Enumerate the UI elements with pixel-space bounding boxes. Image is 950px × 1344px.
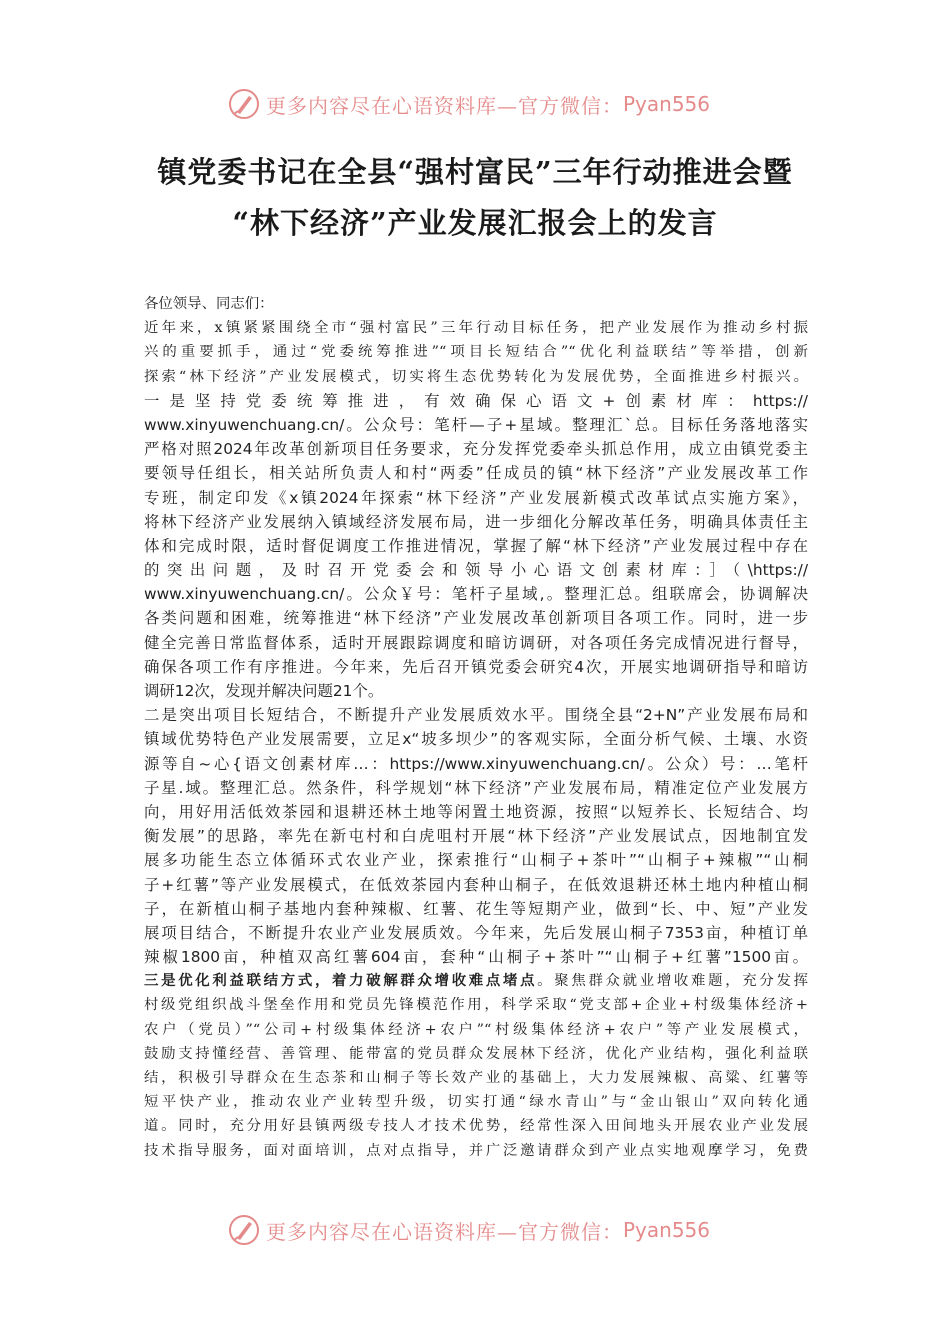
paragraph-line: 鼓励支持懂经营、善管理、能带富的党员群众发展林下经济，优化产业结构，强化利益联: [144, 1045, 808, 1062]
paragraph-line: 展项目结合，不断提升农业产业发展质效。今年来，先后发展山桐子7353亩，种植订单: [144, 923, 808, 942]
paragraph-line: 将林下经济产业发展纳入镇域经济发展布局，进一步细化分解改革任务，明确具体责任主: [144, 512, 808, 531]
paragraph-line: 探索“林下经济”产业发展模式，切实将生态优势转化为发展优势，全面推进乡村振兴。: [144, 368, 808, 385]
paragraph-line: 兴的重要抓手，通过“党委统筹推进”“项目长短结合”“优化利益联结”等举措，创新: [144, 344, 808, 361]
paragraph-line: [144, 969, 808, 993]
paragraph-line: 各类问题和困难，统筹推进“林下经济”产业发展改革创新项目各项工作。同时，进一步: [144, 609, 808, 628]
paragraph-line: 道。同时，充分用好县镇两级专技人才技术优势，经常性深入田间地头开展农业产业发展: [144, 1118, 808, 1135]
paragraph-line: 结，积极引导群众在生态茶和山桐子等长效产业的基础上，大力发展辣椒、高粱、红薯等: [144, 1070, 808, 1086]
paragraph-line: 子+红薯”等产业发展模式，在低效茶园内套种山桐子，在低效退耕还林土地内种植山桐: [144, 875, 808, 894]
paragraph-line: www.xinyuwenchuang.cn/。公众￥号：笔杆子星域,。整理汇总。组联席会，协调解决: [144, 585, 808, 604]
paragraph-line: 一是坚持党委统筹推进，有效确保心语文+创素材库：https://: [144, 391, 808, 410]
paragraph-line: 衡发展”的思路，率先在新屯村和白虎咀村开展“林下经济”产业发展试点，因地制宜发: [144, 827, 808, 846]
watermark-banner-bottom: [0, 1210, 950, 1250]
paragraph-line: 子，在新植山桐子基地内套种辣椒、红薯、花生等短期产业，做到“长、中、短”产业发: [144, 899, 808, 918]
paragraph-line: 农户（党员）”“公司+村级集体经济+农户”“村级集体经济+农户”等产业发展模式，: [144, 1021, 808, 1038]
paragraph-line: 子星.域。整理汇总。然条件，科学规划“林下经济”产业发展布局，精准定位产业发展方: [144, 778, 808, 797]
quill-pen-logo-icon: [228, 1214, 260, 1246]
paragraph-line: 近年来，x镇紧紧围绕全市“强村富民”三年行动目标任务，把产业发展作为推动乡村振: [144, 320, 808, 337]
paragraph-line: 短平快产业，推动农业产业转型升级，切实打通“绿水青山”与“金山银山”双向转化通: [144, 1094, 808, 1111]
salutation: 各位领导、同志们：: [144, 296, 274, 312]
bold-lead: 三是优化利益联结方式，着力破解群众增收难点堵点: [144, 972, 538, 990]
paragraph-line: 展多功能生态立体循环式农业产业，探索推行“山桐子+茶叶”“山桐子+辣椒”“山桐: [144, 851, 808, 870]
paragraph-line: 村级党组织战斗堡垒作用和党员先锋模范作用，科学采取“党支部+企业+村级集体经济+: [144, 997, 808, 1014]
paragraph-line: 严格对照2024年改革创新项目任务要求，充分发挥党委牵头抓总作用，成立由镇党委主: [144, 440, 808, 459]
quill-pen-logo-icon: [228, 88, 260, 120]
watermark-banner-top: [0, 84, 950, 124]
paragraph-line: 专班，制定印发《x镇2024年探索“林下经济”产业发展新模式改革试点实施方案》，: [144, 488, 808, 507]
paragraph-line: 的突出问题，及时召开党委会和领导小心语文创素材库：］（\https://: [144, 561, 808, 580]
banner-wechat-id: Pyan556: [623, 92, 711, 116]
banner-wechat-id: Pyan556: [623, 1218, 711, 1242]
banner-text: 更多内容尽在心语资料库—官方微信：: [266, 93, 623, 118]
paragraph-line: 镇域优势特色产业发展需要，立足x“坡多坝少”的客观实际，全面分析气候、土壤、水资: [144, 730, 808, 749]
paragraph-line: 体和完成时限，适时督促调度工作推进情况，掌握了解“林下经济”产业发展过程中存在: [144, 536, 808, 555]
document-title-line-1: 镇党委书记在全县“强村富民”三年行动推进会暨: [157, 155, 793, 189]
paragraph-line: 健全完善日常监督体系，适时开展跟踪调度和暗访调研，对各项任务完成情况进行督导，: [144, 633, 808, 652]
paragraph-line: 要领导任组长，相关站所负责人和村“两委”任成员的镇“林下经济”产业发展改革工作: [144, 464, 808, 483]
paragraph-line: 源等自~心{语文创素材库…：https://www.xinyuwenchuang.cn/。公众）号：…笔杆: [144, 754, 808, 773]
document-title-line-2: “林下经济”产业发展汇报会上的发言: [232, 206, 718, 240]
paragraph-line: 调研12次，发现并解决问题21个。: [144, 682, 384, 700]
banner-text: 更多内容尽在心语资料库—官方微信：: [266, 1219, 623, 1244]
bold-tail: 。聚焦群众就业增收难题，充分发挥: [537, 973, 808, 990]
paragraph-line: 二是突出项目长短结合，不断提升产业发展质效水平。围绕全县“2+N”产业发展布局和: [144, 706, 808, 725]
paragraph-line: 向，用好用活低效茶园和退耕还林土地等闲置土地资源，按照“以短养长、长短结合、均: [144, 802, 808, 821]
document-body: [144, 292, 808, 1163]
paragraph-line: 技术指导服务，面对面培训，点对点指导，并广泛邀请群众到产业点实地观摩学习，免费: [144, 1142, 808, 1159]
paragraph-line: 辣椒1800亩，种植双高红薯604亩，套种“山桐子+茶叶”“山桐子+红薯”1500亩。: [144, 948, 808, 967]
paragraph-line: www.xinyuwenchuang.cn/。公众号：笔杆—子+星域。整理汇`总。目标任务落地落实: [144, 415, 808, 434]
paragraph-line: 确保各项工作有序推进。今年来，先后召开镇党委会研究4次，开展实地调研指导和暗访: [144, 657, 808, 676]
